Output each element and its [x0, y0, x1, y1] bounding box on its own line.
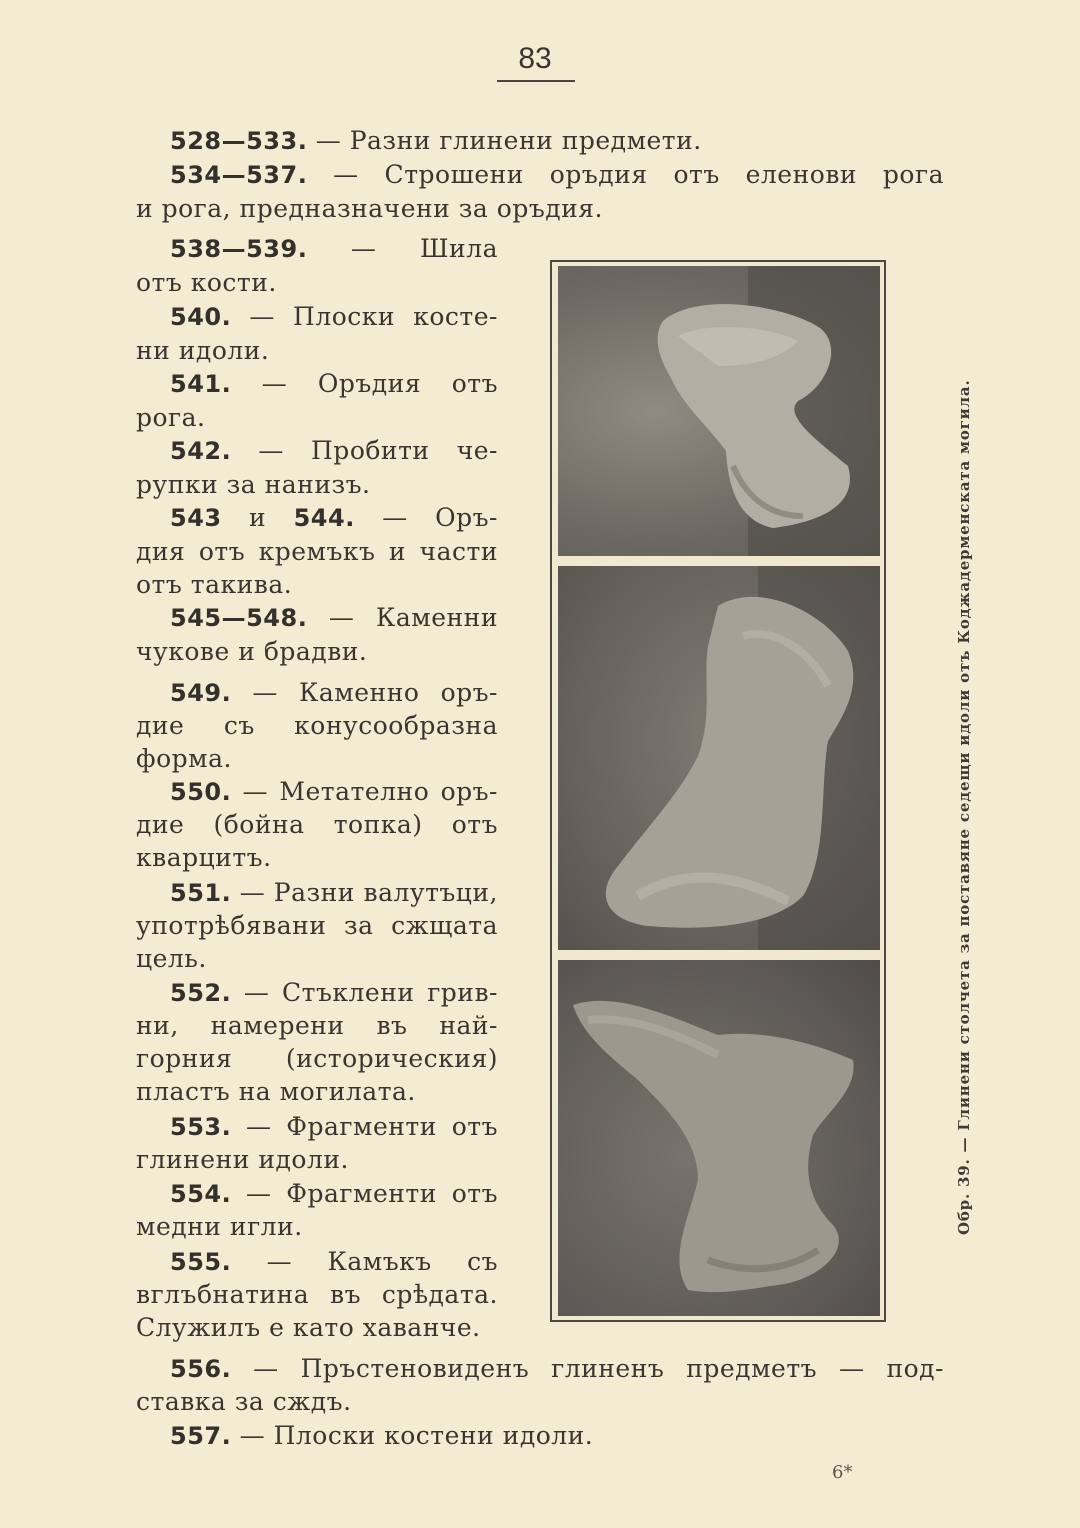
entry-534-537-cont	[136, 192, 603, 225]
entry-line	[136, 635, 367, 668]
signature-mark: 6*	[832, 1462, 853, 1483]
entry-text: — Пръстеновиденъ глиненъ предметъ — под-	[231, 1354, 944, 1383]
entry-text: — Плоски косте-	[231, 302, 498, 331]
entry-545-548	[136, 601, 498, 635]
entry-text: ни идоли.	[136, 336, 270, 365]
entry-text: форма.	[136, 744, 232, 773]
entry-552	[136, 976, 498, 1010]
clay-stool-photo-3	[558, 960, 880, 1316]
entry-text: дие съ конусообразна	[136, 711, 498, 740]
entry-number: 551.	[170, 879, 232, 907]
entry-554	[136, 1177, 498, 1211]
entry-534-537	[136, 158, 944, 192]
entry-text: рога.	[136, 403, 206, 432]
entry-number: 557.	[170, 1422, 232, 1450]
entry-text: отъ такива.	[136, 570, 293, 599]
entry-line	[136, 1210, 303, 1243]
entry-text: пластъ на могилата.	[136, 1077, 416, 1106]
entry-number: 542.	[170, 437, 232, 465]
entry-text: — Оръдия отъ	[231, 369, 498, 398]
entry-text: — Метателно оръ-	[231, 777, 498, 806]
entry-number: 534—537.	[170, 161, 308, 189]
entry-line	[136, 841, 272, 874]
entry-text: дия отъ кремъкъ и части	[136, 537, 498, 566]
entry-528-533	[136, 124, 702, 158]
entry-number: 552.	[170, 979, 232, 1007]
entry-text: Служилъ е като хаванче.	[136, 1313, 481, 1342]
entry-550	[136, 775, 498, 809]
entry-number: 538—539.	[170, 235, 308, 263]
entry-line	[136, 808, 498, 841]
entry-line	[136, 1009, 498, 1042]
entry-text: — Камъкъ съ	[231, 1247, 498, 1276]
entry-number: 549.	[170, 679, 232, 707]
entry-number: 550.	[170, 778, 232, 806]
entry-text: рупки за нанизъ.	[136, 470, 371, 499]
entry-number: 545—548.	[170, 604, 308, 632]
entry-text: — Пробити че-	[231, 436, 498, 465]
entry-text: глинени идоли.	[136, 1145, 349, 1174]
entry-number: 544.	[293, 504, 355, 532]
clay-stool-photo-1	[558, 266, 880, 556]
entry-text: цель.	[136, 944, 207, 973]
entry-line	[136, 1278, 498, 1311]
entry-line	[136, 742, 232, 775]
entry-line	[136, 709, 498, 742]
entry-text: — Оръ-	[354, 503, 499, 532]
entry-text: — Фрагменти отъ	[231, 1112, 498, 1141]
entry-line	[136, 1385, 352, 1418]
entry-541	[136, 367, 498, 401]
entry-text: — Каменно оръ-	[231, 678, 498, 707]
entry-line	[136, 1143, 349, 1176]
entry-text: — Разни валутъци,	[231, 878, 498, 907]
entry-538-539	[136, 232, 498, 266]
entry-number: 543	[170, 504, 222, 532]
figure-39-photo-plate	[550, 260, 886, 1322]
entry-text: и рога, предназначени за оръдия.	[136, 194, 604, 223]
entry-line	[136, 535, 498, 568]
figure-caption: Обр. 39. — Глинени столчета за поставяне седещи идоли отъ Коджадерменската могила.	[955, 379, 973, 1235]
entry-text: дие (бойна топка) отъ	[136, 810, 498, 839]
entry-line	[136, 1311, 481, 1344]
entry-line	[136, 266, 277, 299]
photo-panel-top	[558, 266, 880, 556]
entry-line	[136, 468, 370, 501]
entry-557	[136, 1419, 593, 1453]
entry-text: — Фрагменти отъ	[231, 1179, 498, 1208]
photo-panel-middle	[558, 566, 880, 950]
entry-line	[136, 568, 292, 601]
entry-text: кварцитъ.	[136, 843, 272, 872]
entry-line	[136, 334, 269, 367]
entry-text: — Плоски костени идоли.	[231, 1421, 594, 1450]
entry-540	[136, 300, 498, 334]
entry-text: — Каменни	[307, 603, 498, 632]
entry-text: — Строшени оръдия отъ еленови рога	[307, 160, 944, 189]
entry-text: ставка за сждъ.	[136, 1387, 352, 1416]
entry-text: чукове и брадви.	[136, 637, 368, 666]
page-number: 83	[518, 42, 552, 75]
entry-number: 528—533.	[170, 127, 308, 155]
entry-text: — Шила	[307, 234, 498, 263]
entry-line	[136, 401, 206, 434]
entry-number: 553.	[170, 1113, 232, 1141]
entry-line	[136, 909, 498, 942]
entry-551	[136, 876, 498, 910]
entry-549	[136, 676, 498, 710]
entry-553	[136, 1110, 498, 1144]
entry-text: употрѣбявани за сжщата	[136, 911, 498, 940]
entry-text: — Стъклени грив-	[231, 978, 498, 1007]
entry-543-544	[136, 501, 498, 535]
entry-number: 556.	[170, 1355, 232, 1383]
clay-stool-photo-2	[558, 566, 880, 950]
entry-text: медни игли.	[136, 1212, 303, 1241]
entry-555	[136, 1245, 498, 1279]
entry-text: отъ кости.	[136, 268, 277, 297]
entry-text: — Разни глинени предмети.	[307, 126, 702, 155]
entry-556	[136, 1352, 944, 1386]
entry-line	[136, 1042, 498, 1075]
entry-number: 541.	[170, 370, 232, 398]
entry-text: ни, намерени въ най-	[136, 1011, 498, 1040]
entry-text: и	[221, 503, 294, 532]
entry-line	[136, 1075, 416, 1108]
entry-number: 554.	[170, 1180, 232, 1208]
photo-panel-bottom	[558, 960, 880, 1316]
entry-542	[136, 434, 498, 468]
page-number-rule	[497, 80, 575, 82]
entry-number: 540.	[170, 303, 232, 331]
entry-number: 555.	[170, 1248, 232, 1276]
entry-text: вглъбнатина въ срѣдата.	[136, 1280, 498, 1309]
entry-text: горния (историческия)	[136, 1044, 498, 1073]
entry-line	[136, 942, 207, 975]
